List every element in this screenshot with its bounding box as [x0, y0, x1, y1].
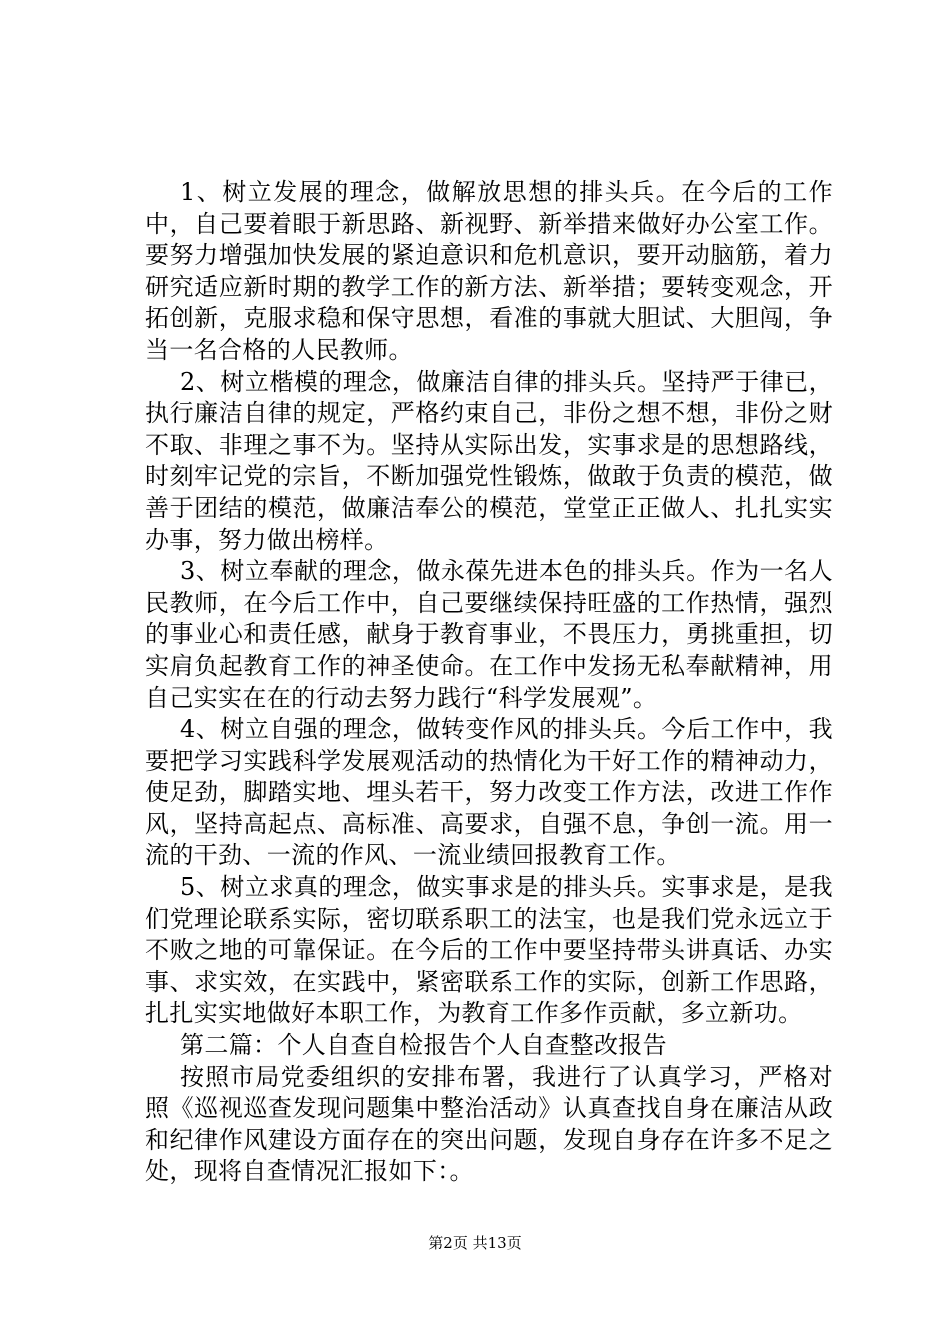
document-body	[145, 177, 833, 1188]
paragraph-5: 5、树立求真的理念，做实事求是的排头兵。实事求是，是我们党理论联系实际，密切联系职工的法宝，也是我们党永远立于不败之地的可靠保证。在今后的工作中要坚持带头讲真话、办实事、求实效，在实践中，紧密联系工作的实际，创新工作思路，扎扎实实地做好本职工作，为教育工作多作贡献，多立新功。	[145, 873, 833, 1028]
paragraph-1: 1、树立发展的理念，做解放思想的排头兵。在今后的工作中，自己要着眼于新思路、新视野、新举措来做好办公室工作。要努力增强加快发展的紧迫意识和危机意识，要开动脑筋，着力研究适应新时期的教学工作的新方法、新举措；要转变观念，开拓创新，克服求稳和保守思想，看准的事就大胆试、大胆闯，争当一名合格的人民教师。	[145, 178, 833, 364]
paragraph-2: 2、树立楷模的理念，做廉洁自律的排头兵。坚持严于律已，执行廉洁自律的规定，严格约束自己，非份之想不想，非份之财不取、非理之事不为。坚持从实际出发，实事求是的思想路线，时刻牢记党的宗旨，不断加强党性锻炼，做敢于负责的模范，做善于团结的模范，做廉洁奉公的模范，堂堂正正做人、扎扎实实办事，努力做出榜样。	[145, 367, 833, 554]
paragraph-4: 4、树立自强的理念，做转变作风的排头兵。今后工作中，我要把学习实践科学发展观活动的热情化为干好工作的精神动力，使足劲，脚踏实地、埋头若干，努力改变工作方法，改进工作作风，坚持高起点、高标准、高要求，自强不息，争创一流。用一流的干劲、一流的作风、一流业绩回报教育工作。	[145, 715, 833, 870]
section-heading: 第二篇：个人自查自检报告个人自查整改报告	[180, 1031, 667, 1060]
page-footer: 第2页 共13页	[428, 1234, 522, 1252]
paragraph-3: 3、树立奉献的理念，做永葆先进本色的排头兵。作为一名人民教师，在今后工作中，自己要继续保持旺盛的工作热情，强烈的事业心和责任感，献身于教育事业，不畏压力，勇挑重担，切实肩负起教育工作的神圣使命。在工作中发扬无私奉献精神，用自己实实在在的行动去努力践行“科学发展观”。	[145, 557, 833, 712]
paragraph-7: 按照市局党委组织的安排布署，我进行了认真学习，严格对照《巡视巡查发现问题集中整治活动》认真查找自身在廉洁从政和纪律作风建设方面存在的突出问题，发现自身存在许多不足之处，现将自查情况汇报如下：。	[145, 1062, 833, 1186]
